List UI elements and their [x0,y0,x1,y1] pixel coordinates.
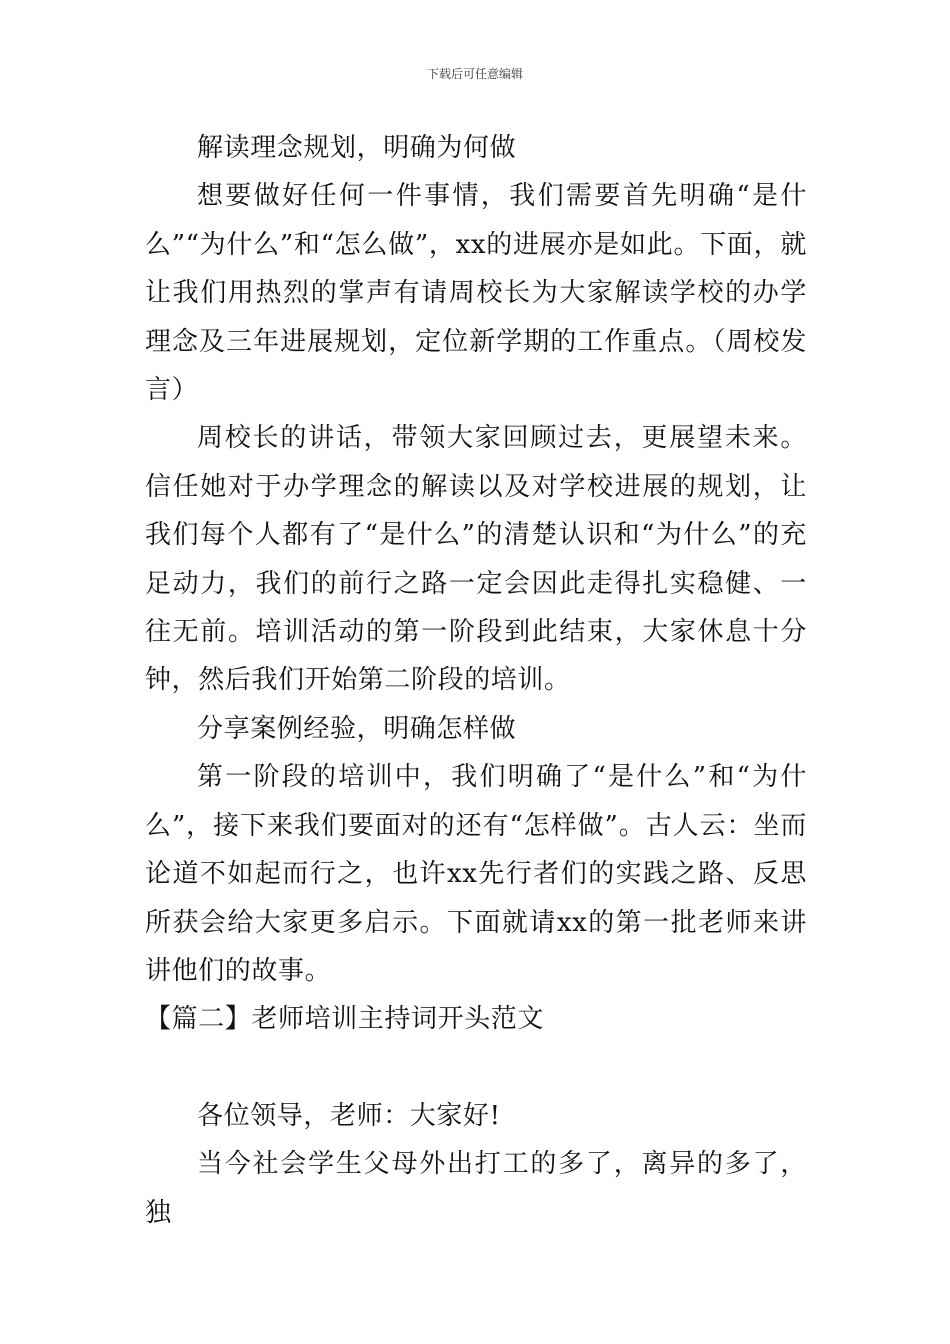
paragraph-intro-principal: 想要做好任何一件事情，我们需要首先明确“是什么”“为什么”和“怎么做”，xx的进展亦是如此。下面，就让我们用热烈的掌声有请周校长为大家解读学校的办学理念及三年进展规划，定位新学期的工作重点。（周校发言） [145,181,807,406]
subheading-share-cases: 分享案例经验，明确怎样做 [197,713,517,744]
subheading-interpret-plan: 解读理念规划，明确为何做 [197,133,517,163]
blank-line [145,1044,807,1092]
page-header: 下载后可任意编辑 [426,67,523,81]
paragraph-greeting: 各位领导，老师：大家好! [197,1100,501,1131]
paragraph-society-intro: 当今社会学生父母外出打工的多了，离异的多了，独 [145,1149,807,1228]
section-title-part-two: 【篇二】老师培训主持词开头范文 [145,1004,545,1035]
paragraph-second-stage: 第一阶段的培训中，我们明确了“是什么”和“为什么”，接下来我们要面对的还有“怎样做”。古人云：坐而论道不如起而行之，也许xx先行者们的实践之路、反思所获会给大家更多启示。下面就请xx的第一批老师来讲讲他们的故事。 [145,762,807,986]
document-body [145,124,807,1237]
paragraph-principal-summary: 周校长的讲话，带领大家回顾过去，更展望未来。信任她对于办学理念的解读以及对学校进展的规划，让我们每个人都有了“是什么”的清楚认识和“为什么”的充足动力，我们的前行之路一定会因此走得扎实稳健、一往无前。培训活动的第一阶段到此结束，大家休息十分钟，然后我们开始第二阶段的培训。 [145,423,807,696]
